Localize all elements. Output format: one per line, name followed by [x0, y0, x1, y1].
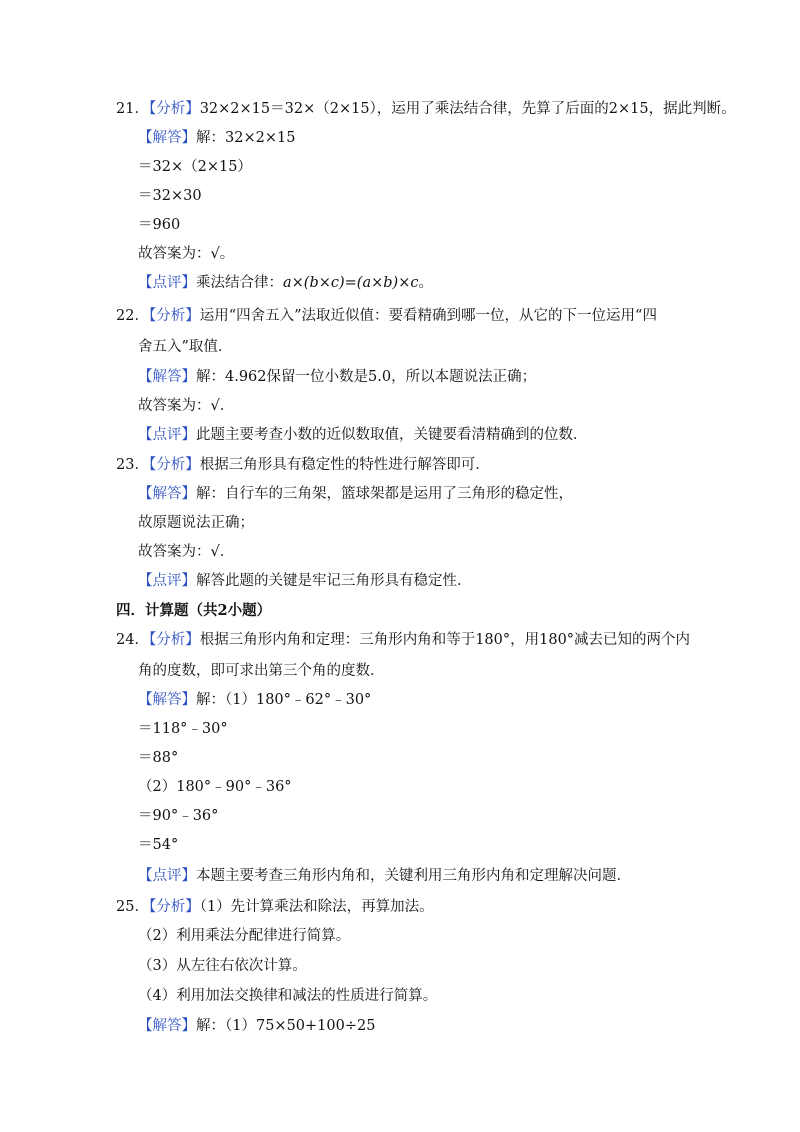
q25-analysis-item: （4）利用加法交换律和减法的性质进行简算。 — [138, 988, 438, 1004]
q21-analysis-line — [116, 99, 736, 119]
answer-tag: 【解答】 — [138, 369, 196, 385]
q22-analysis-line — [116, 306, 657, 326]
q25-analysis-line — [116, 897, 434, 917]
q24-answer-line — [138, 690, 371, 710]
analysis-tag: 【分析】 — [148, 101, 200, 117]
q23-answer-line — [138, 484, 573, 504]
comment-tag: 【点评】 — [138, 427, 196, 443]
q21-answer-expression: 32×2×15 — [225, 130, 296, 146]
q21-answer-line — [138, 128, 295, 148]
q22-comment-line — [138, 425, 588, 445]
q24-analysis-text: 根据三角形内角和定理：三角形内角和等于180°，用180°减去已知的两个内 — [199, 632, 691, 648]
q25-analysis-item: （3）从左往右依次计算。 — [138, 958, 307, 974]
comment-tag: 【点评】 — [138, 275, 196, 291]
q23-number: 23． — [116, 457, 149, 473]
q22-analysis-continuation: 舍五入”取值． — [138, 339, 233, 355]
q25-number: 25． — [116, 899, 149, 915]
q24-step: ＝54° — [138, 837, 179, 853]
q21-comment-prefix: 乘法结合律： — [196, 275, 283, 291]
q25-analysis-item: （2）利用乘法分配律进行简算。 — [138, 928, 351, 944]
q21-step: ＝960 — [138, 217, 181, 233]
q24-comment-line — [138, 866, 631, 886]
q25-answer-line — [138, 1016, 375, 1036]
q25-analysis-text: （1）先计算乘法和除法，再算加法。 — [199, 899, 434, 915]
answer-tag: 【解答】 — [138, 1018, 196, 1034]
comment-tag: 【点评】 — [138, 573, 196, 589]
q21-final-answer: 故答案为：√。 — [138, 246, 235, 262]
q24-analysis-continuation: 角的度数，即可求出第三个角的度数． — [138, 663, 385, 679]
q23-final-answer: 故答案为：√． — [138, 544, 235, 560]
q24-step: ＝118°﹣30° — [138, 721, 228, 737]
q22-number: 22． — [116, 308, 149, 324]
section-heading: 四．计算题（共2小题） — [116, 602, 272, 619]
q22-final-answer: 故答案为：√． — [138, 398, 235, 414]
answer-tag: 【解答】 — [138, 130, 196, 146]
q21-comment-line — [138, 273, 433, 293]
q24-answer-text: 解：（1）180°﹣62°﹣30° — [196, 692, 372, 708]
q23-answer-continuation: 故原题说法正确； — [138, 515, 254, 531]
q24-step: （2）180°﹣90°﹣36° — [138, 779, 292, 795]
q24-analysis-line — [116, 630, 690, 650]
q22-comment-text: 此题主要考查小数的近似数取值，关键要看清精确到的位数． — [196, 427, 588, 443]
q21-step: ＝32×（2×15） — [138, 159, 252, 175]
q23-analysis-line — [116, 455, 490, 475]
q22-analysis-text: 运用“四舍五入”法取近似值：要看精确到哪一位，从它的下一位运用“四 — [199, 308, 657, 324]
comment-tag: 【点评】 — [138, 868, 196, 884]
analysis-tag: 【分析】 — [148, 632, 200, 648]
answer-tag: 【解答】 — [138, 486, 196, 502]
q23-analysis-text: 根据三角形具有稳定性的特性进行解答即可． — [199, 457, 490, 473]
analysis-tag: 【分析】 — [148, 899, 200, 915]
q21-comment-formula: a×(b×c)=(a×b)×c — [283, 275, 419, 291]
q21-number: 21． — [116, 101, 149, 117]
q22-answer-text: 解：4.962保留一位小数是5.0，所以本题说法正确； — [196, 369, 537, 385]
q24-step: ＝90°﹣36° — [138, 808, 219, 824]
q22-answer-line — [138, 367, 536, 387]
answer-tag: 【解答】 — [138, 692, 196, 708]
analysis-tag: 【分析】 — [148, 308, 200, 324]
q21-step: ＝32×30 — [138, 188, 202, 204]
q21-answer-prefix: 解： — [196, 130, 225, 146]
q23-answer-text: 解：自行车的三角架，篮球架都是运用了三角形的稳定性， — [196, 486, 573, 502]
q24-number: 24． — [116, 632, 149, 648]
q25-answer-text: 解：（1）75×50+100÷25 — [196, 1018, 376, 1034]
q21-comment-suffix: 。 — [418, 275, 433, 291]
q21-analysis-text: 32×2×15＝32×（2×15），运用了乘法结合律，先算了后面的2×15，据此判断。 — [199, 101, 736, 117]
q23-comment-text: 解答此题的关键是牢记三角形具有稳定性． — [196, 573, 472, 589]
q24-comment-text: 本题主要考查三角形内角和，关键利用三角形内角和定理解决问题． — [196, 868, 631, 884]
q23-comment-line — [138, 571, 472, 591]
q24-step: ＝88° — [138, 750, 179, 766]
analysis-tag: 【分析】 — [148, 457, 200, 473]
